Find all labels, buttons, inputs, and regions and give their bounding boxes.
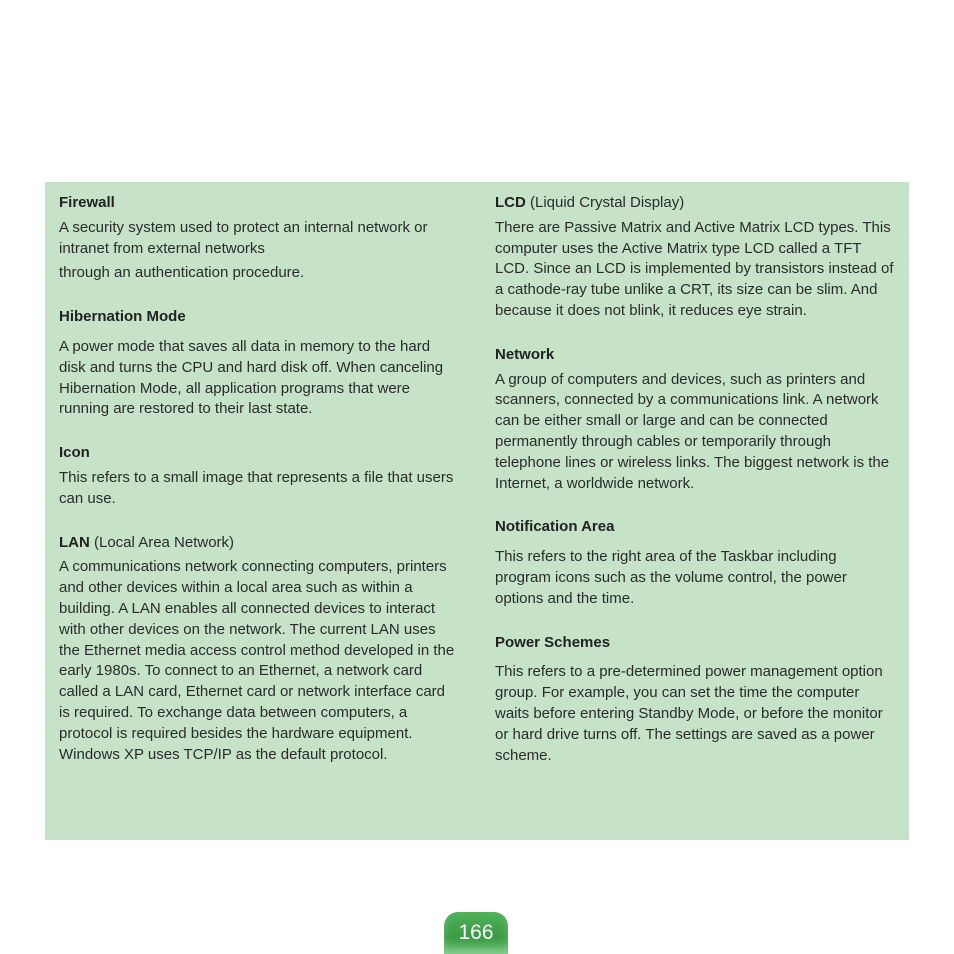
definition-notification-area: This refers to the right area of the Taskbar including program icons such as the volume control, the power options and the time. — [495, 548, 847, 607]
entry-network — [495, 345, 895, 495]
definition-network: A group of computers and devices, such as printers and scanners, connected by a communications link. A network can be either small or large and can be connected permanently through cables or temporarily through telephone lines or wireless links. The biggest network is the Internet, a worldwide network. — [495, 370, 890, 492]
definition-firewall: A security system used to protect an internal network or intranet from external networks — [59, 218, 428, 257]
term-heading — [59, 307, 459, 328]
term-heading — [59, 443, 459, 464]
left-column — [59, 193, 459, 788]
term-heading — [495, 345, 895, 366]
definition-hibernation-mode: A power mode that saves all data in memory to the hard disk and turns the CPU and hard disk off. When canceling Hibernation Mode, all application programs that were running are restored to their last state. — [59, 337, 444, 418]
term-icon: Icon — [59, 444, 90, 462]
glossary-panel — [45, 182, 909, 840]
entry-hibernation-mode — [59, 307, 459, 420]
entry-notification-area — [495, 517, 895, 609]
entry-lan — [59, 533, 459, 766]
entry-firewall — [59, 193, 459, 284]
term-hibernation-mode: Hibernation Mode — [59, 308, 186, 326]
term-lcd: LCD — [495, 194, 526, 211]
term-heading — [59, 533, 459, 554]
page-number: 166 — [458, 921, 494, 944]
entry-icon — [59, 443, 459, 509]
definition-firewall-continued: through an authentication procedure. — [59, 264, 305, 282]
definition-lcd: There are Passive Matrix and Active Matrix LCD types. This computer uses the Active Matrix type LCD called a TFT LCD. Since an LCD is implemented by transistors instead of a cathode-ray tube unlike a CRT, its size can be slim. And because it does not blink, it reduces eye strain. — [495, 218, 894, 319]
term-power-schemes: Power Schemes — [495, 633, 611, 651]
right-column — [495, 193, 895, 789]
definition-power-schemes: This refers to a pre-determined power management option group. For example, you can set the time the computer waits before entering Standby Mode, or before the monitor or hard drive turns off. The settings are saved as a power scheme. — [495, 663, 883, 764]
term-heading — [59, 193, 459, 214]
entry-power-schemes — [495, 633, 895, 767]
page-number-tab — [444, 912, 508, 954]
term-notification-area: Notification Area — [495, 518, 615, 536]
definition-lan: A communications network connecting computers, printers and other devices within a local area such as within a building. A LAN enables all connected devices to interact with other devices on the network. The current LAN uses the Ethernet media access control method developed in the early 1980s. To connect to an Ethernet, a network card called a LAN card, Ethernet card or network interface card is required. To exchange data between computers, a protocol is required besides the hardware equipment. Windows XP uses TCP/IP as the default protocol. — [59, 558, 455, 763]
term-heading — [495, 633, 895, 654]
term-heading — [495, 517, 895, 538]
term-firewall: Firewall — [59, 194, 115, 211]
term-lan: LAN — [59, 533, 90, 551]
term-lan-expansion: (Local Area Network) — [89, 533, 235, 551]
definition-icon: This refers to a small image that represents a file that users can use. — [59, 468, 454, 507]
term-heading — [495, 193, 895, 214]
term-lcd-expansion: (Liquid Crystal Display) — [525, 194, 685, 211]
entry-lcd — [495, 193, 895, 322]
term-network: Network — [495, 345, 555, 363]
